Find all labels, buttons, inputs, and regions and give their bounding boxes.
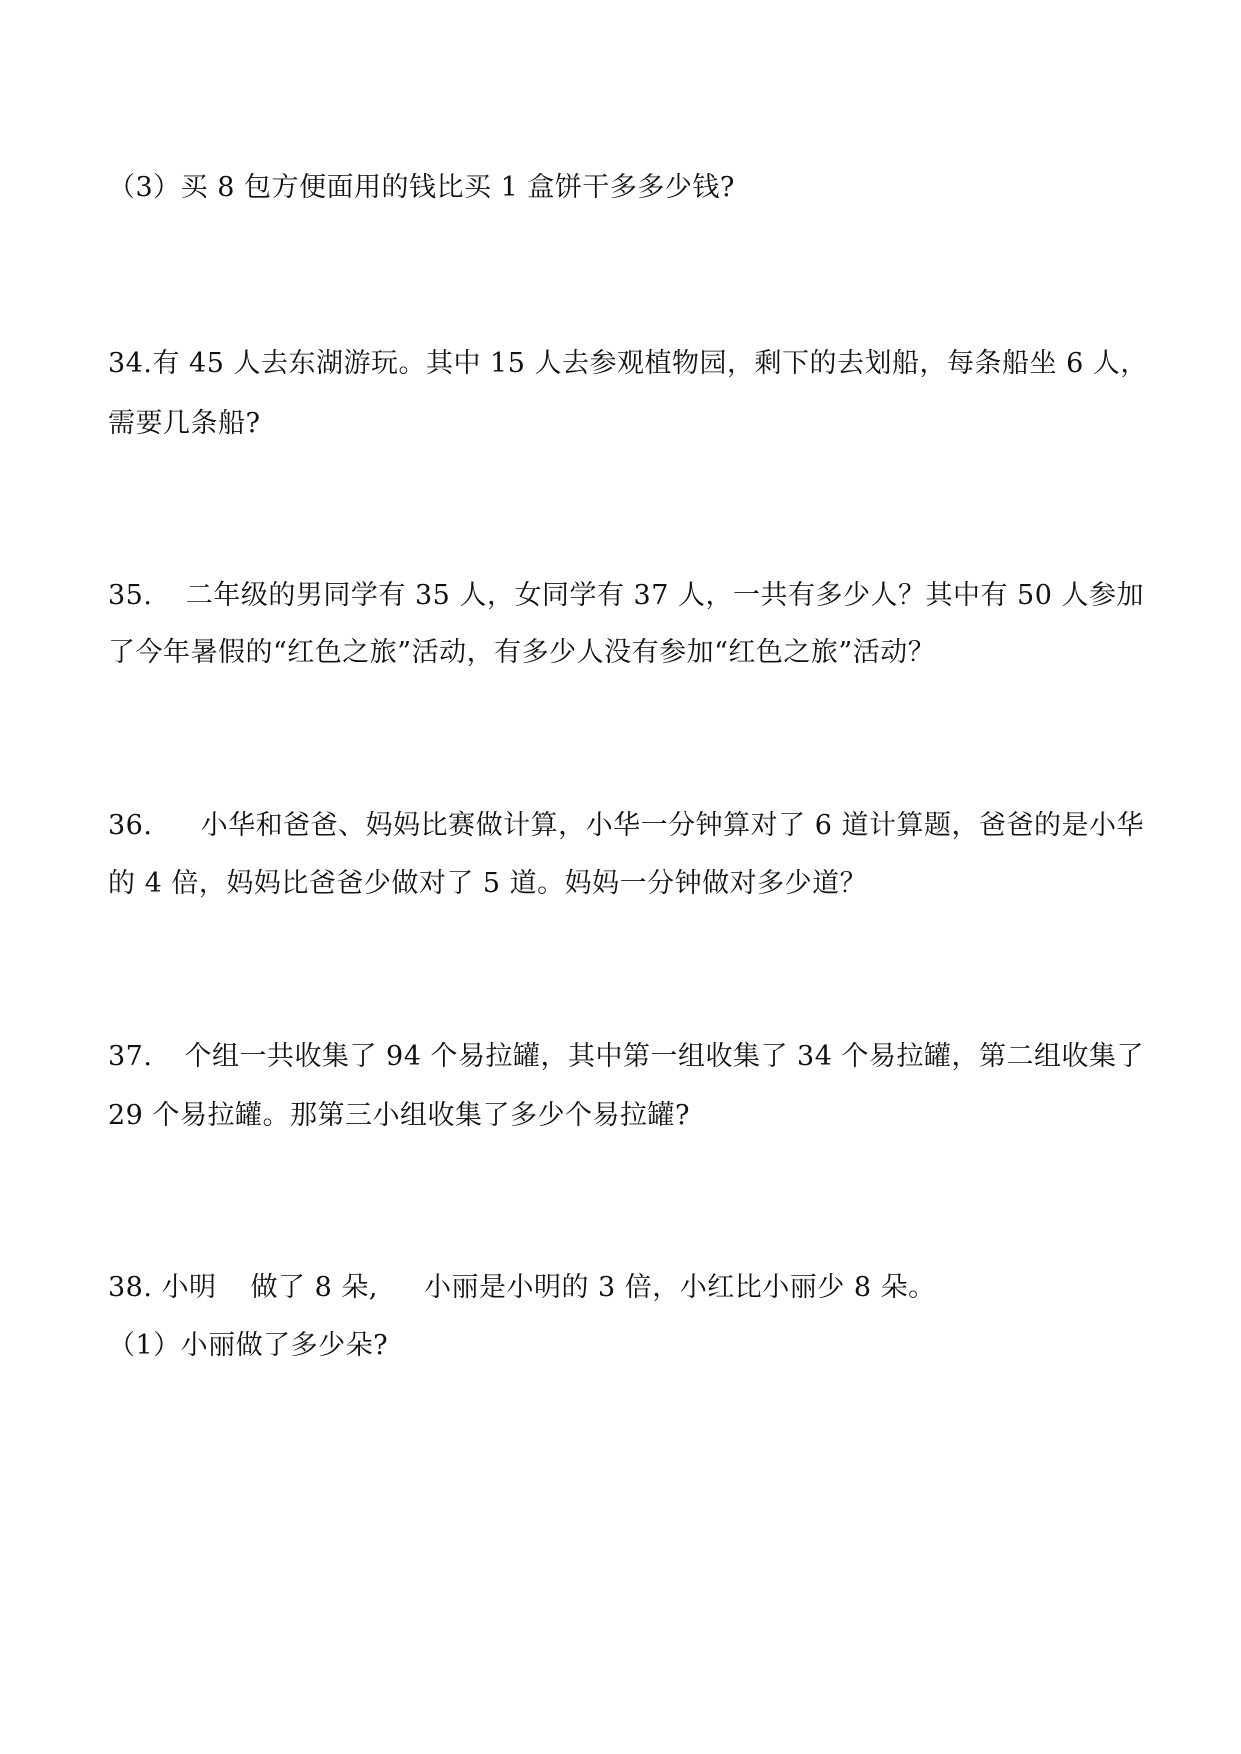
question-text: 个组一共收集了 94 个易拉罐，其中第一组收集了 34 个易拉罐，第二组收集了 xyxy=(184,1041,1144,1072)
question-37-line-2 xyxy=(108,1096,690,1136)
question-35-line-1 xyxy=(108,576,1144,616)
question-text: 有 45 人去东湖游玩。其中 15 人去参观植物园，剩下的去划船，每条船坐 6 人， xyxy=(152,348,1148,379)
question-38-line-1 xyxy=(108,1268,936,1308)
question-35-line-2 xyxy=(108,633,935,673)
question-number: 35. xyxy=(108,580,153,611)
question-text: 需要几条船? xyxy=(108,408,261,439)
question-34-line-1 xyxy=(108,344,1148,384)
question-text: 了今年暑假的“红色之旅”活动，有多少人没有参加“红色之旅”活动？ xyxy=(108,637,936,668)
question-number: 34. xyxy=(108,348,153,379)
question-text: 小丽是小明的 3 倍，小红比小丽少 8 朵。 xyxy=(423,1272,936,1303)
question-text: 二年级的男同学有 35 人，女同学有 37 人，一共有多少人？其中有 50 人参加 xyxy=(185,580,1144,611)
question-text: （3）买 8 包方便面用的钱比买 1 盒饼干多多少钱? xyxy=(108,172,735,203)
question-text: （1）小丽做了多少朵? xyxy=(108,1330,389,1361)
question-number: 37. xyxy=(108,1041,153,1072)
question-text: 29 个易拉罐。那第三小组收集了多少个易拉罐? xyxy=(108,1100,690,1131)
question-37-line-1 xyxy=(108,1037,1144,1077)
question-text: 做了 8 朵, xyxy=(250,1272,378,1303)
question-number: 36. xyxy=(108,810,153,841)
question-text: 的 4 倍，妈妈比爸爸少做对了 5 道。妈妈一分钟做对多少道？ xyxy=(108,868,868,899)
question-38-part-1 xyxy=(108,1326,388,1366)
question-36-line-2 xyxy=(108,864,867,904)
question-33-part-3 xyxy=(108,168,735,208)
question-36-line-1 xyxy=(108,806,1144,846)
question-text: 小华和爸爸、妈妈比赛做计算，小华一分钟算对了 6 道计算题，爸爸的是小华 xyxy=(200,810,1144,841)
question-34-line-2 xyxy=(108,404,260,444)
question-text: 38. 小明 xyxy=(108,1272,217,1303)
